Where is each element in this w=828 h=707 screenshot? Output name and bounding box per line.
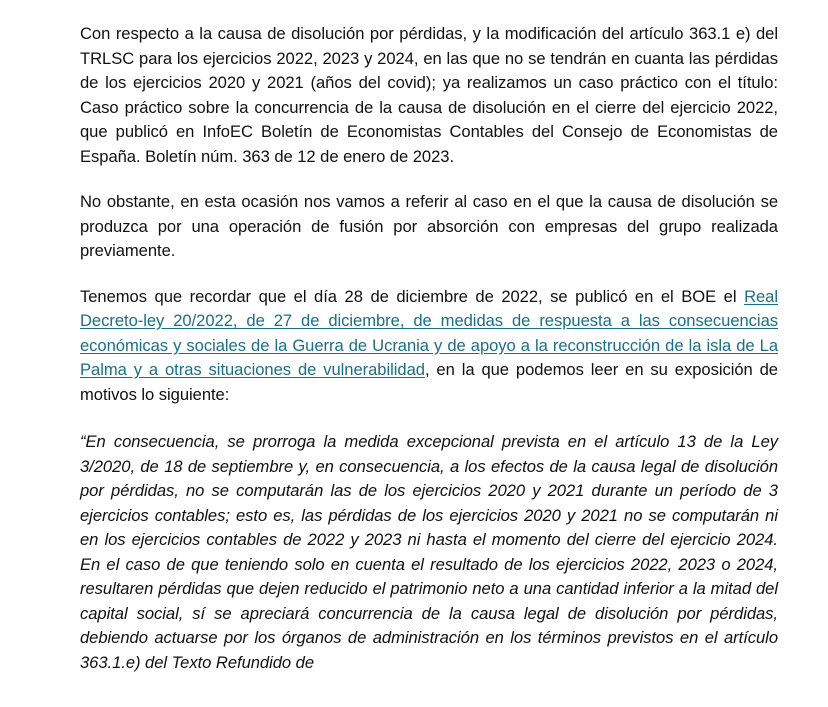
- quoted-exposicion-de-motivos: “En consecuencia, se prorroga la medida excepcional prevista en el artículo 13 de la Ley 3/2020, de 18 de septiembre y, en consecuencia, a los efectos de la causa legal de disolución por pérdidas, no se computarán las de los ejercicios 2020 y 2021 durante un período de 3 ejercicios contables; esto es, las pérdidas de los ejercicios 2020 y 2021 no se computarán ni en los ejercicios contables de 2022 y 2023 ni hasta el momento del cierre del ejercicio 2024. En el caso de que teniendo solo en cuenta el resultado de los ejercicios 2022, 2023 o 2024, resultaren pérdidas que dejen reducido el patrimonio neto a una cantidad inferior a la mitad del capital social, sí se apreciará concurrencia de la causa legal de disolución por pérdidas, debiendo actuarse por los órganos de administración en los términos previstos en el artículo 363.1.e) del Texto Refundido de: [80, 432, 778, 672]
- paragraph-intro: Con respecto a la causa de disolución por pérdidas, y la modificación del artículo 363.1 e) del TRLSC para los ejercicios 2022, 2023 y 2024, en las que no se tendrán en cuanta las pérdidas de los ejercicios 2020 y 2021 (años del covid); ya realizamos un caso práctico con el título: Caso práctico sobre la concurrencia de la causa de disolución en el cierre del ejercicio 2022, que publicó en InfoEC Boletín de Economistas Contables del Consejo de Economistas de España. Boletín núm. 363 de 12 de enero de 2023.: [80, 24, 778, 166]
- paragraph-boe-tail-text: , en la que podemos leer en su exposición de motivos lo siguiente:: [80, 360, 778, 404]
- paragraph-boe-reference: [80, 285, 778, 408]
- paragraph-boe-lead-text: Tenemos que recordar que el día 28 de diciembre de 2022, se publicó en el BOE el: [80, 286, 745, 306]
- document-page: [80, 22, 778, 675]
- real-decreto-link[interactable]: Real Decreto-ley 20/2022, de 27 de diciembre, de medidas de respuesta a las consecuencias económicas y sociales de la Guerra de Ucrania y de apoyo a la reconstrucción de la isla de La Palma y a otras situaciones de vulnerabilidad: [80, 286, 778, 379]
- paragraph-fusion-case: No obstante, en esta ocasión nos vamos a referir al caso en el que la causa de disolución se produzca por una operación de fusión por absorción con empresas del grupo realizada previamente.: [80, 192, 778, 260]
